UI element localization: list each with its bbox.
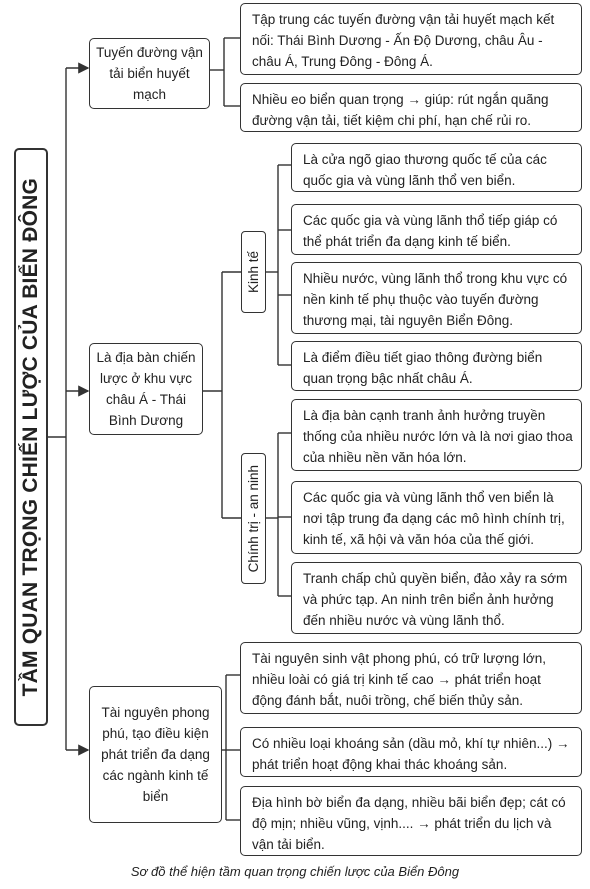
diagram-title-box [14,148,48,726]
diagram-caption: Sơ đồ thể hiện tầm quan trọng chiến lược của Biển Đông [130,864,460,879]
branch-strategic-area [89,343,203,435]
shipping-item-1: Tập trung các tuyến đường vận tải huyết mạch kết nối: Thái Bình Dương - Ấn Độ Dương, châu Âu - châu Á, Trung Đông - Đông Á. [240,3,582,75]
branch-resources [89,686,222,823]
diagram-title: TẦM QUAN TRỌNG CHIẾN LƯỢC CỦA BIỂN ĐÔNG [19,177,42,697]
sub-branch-economy [241,231,266,313]
politics-item-3: Tranh chấp chủ quyền biển, đảo xảy ra sớm và phức tạp. An ninh trên biển ảnh hưởng đến nhiều nước và vùng lãnh thổ. [291,562,582,634]
resources-item-1: Tài nguyên sinh vật phong phú, có trữ lượng lớn, nhiều loài có giá trị kinh tế cao → phát triển hoạt động đánh bắt, nuôi trồng, chế biến thủy sản. [240,642,582,714]
sub-branch-label: Chính trị - an ninh [246,464,261,573]
resources-item-3: Địa hình bờ biển đa dạng, nhiều bãi biển đẹp; cát có độ mịn; nhiều vũng, vịnh.... → phát triển du lịch và vận tải biển. [240,786,582,856]
politics-item-1: Là địa bàn cạnh tranh ảnh hưởng truyền thống của nhiều nước lớn và là nơi giao thoa của nhiều nền văn hóa lớn. [291,399,582,471]
sub-branch-politics-security [241,453,266,584]
branch-label: Là địa bàn chiến lược ở khu vực châu Á - Thái Bình Dương [96,350,196,428]
branch-label: Tuyến đường vận tải biển huyết mạch [96,45,203,102]
sub-branch-label: Kinh tế [246,250,261,294]
economy-item-1: Là cửa ngõ giao thương quốc tế của các quốc gia và vùng lãnh thổ ven biển. [291,143,582,192]
politics-item-2: Các quốc gia và vùng lãnh thổ ven biển là nơi tập trung đa dạng các mô hình chính trị, kinh tế, xã hội và văn hóa của thế giới. [291,481,582,554]
economy-item-4: Là điểm điều tiết giao thông đường biển quan trọng bậc nhất châu Á. [291,341,582,391]
resources-item-2: Có nhiều loại khoáng sản (dầu mỏ, khí tự nhiên...) → phát triển hoạt động khai thác khoáng sản. [240,727,582,777]
branch-shipping-routes [89,38,210,109]
economy-item-3: Nhiều nước, vùng lãnh thổ trong khu vực có nền kinh tế phụ thuộc vào tuyến đường thương mại, tài nguyên Biển Đông. [291,262,582,334]
branch-label: Tài nguyên phong phú, tạo điều kiện phát triển đa dạng các ngành kinh tế biển [101,705,210,804]
shipping-item-2: Nhiều eo biển quan trọng → giúp: rút ngắn quãng đường vận tải, tiết kiệm chi phí, hạn chế rủi ro. [240,83,582,132]
economy-item-2: Các quốc gia và vùng lãnh thổ tiếp giáp có thể phát triển đa dạng kinh tế biển. [291,204,582,255]
